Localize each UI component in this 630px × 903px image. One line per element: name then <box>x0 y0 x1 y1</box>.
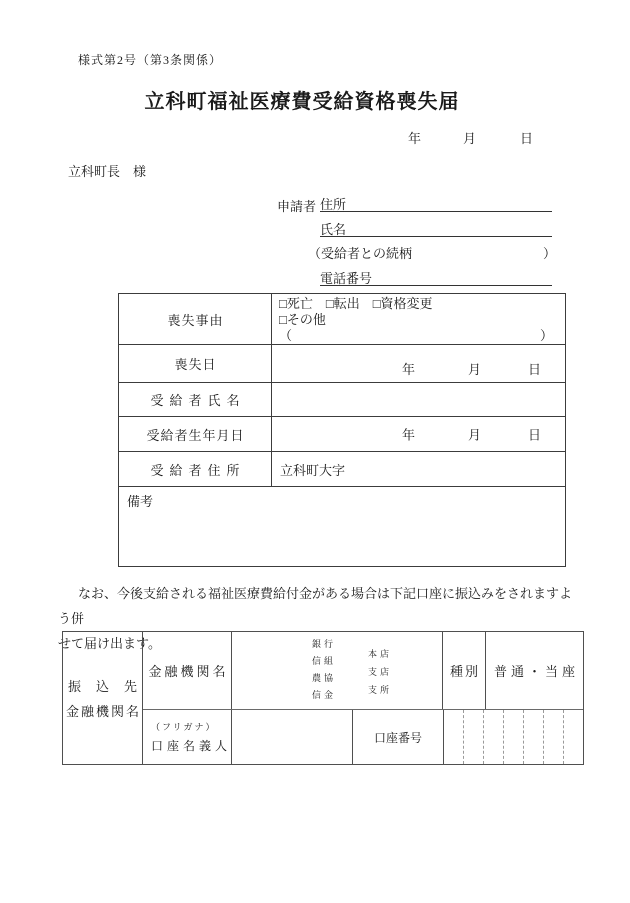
applicant-relation-close-paren: ） <box>542 246 556 261</box>
branch-type-honten: 本店 <box>368 649 393 659</box>
loss-date-label-cell: 喪失日 <box>119 345 272 382</box>
account-number-entry-cell <box>444 710 583 764</box>
account-number-digit-cell <box>483 710 503 764</box>
institution-name-label-cell: 金融機関名 <box>143 632 232 709</box>
account-number-digit-cell <box>503 710 523 764</box>
applicant-label: 申請者 <box>277 199 317 214</box>
birthdate-month-label: 月 <box>468 427 482 443</box>
table-row-loss-reason <box>119 294 565 344</box>
institution-type-shinso: 信組 <box>312 656 337 666</box>
loss-date-year-label: 年 <box>402 362 416 377</box>
bank-table-row-account <box>143 710 583 764</box>
form-number: 様式第2号（第3条関係） <box>78 53 223 67</box>
account-type-label-cell: 種別 <box>443 632 486 709</box>
loss-date-value-cell <box>272 345 565 382</box>
table-row-recipient-name <box>119 382 565 416</box>
page-title: 立科町福祉医療費受給資格喪失届 <box>144 91 460 113</box>
loss-reason-other-paren: （ ） <box>279 328 553 343</box>
institution-type-nokyo: 農協 <box>312 673 337 683</box>
account-holder-label-cell <box>143 710 232 764</box>
branch-type-shisho: 支所 <box>368 685 393 695</box>
applicant-name-label: 氏名 <box>320 222 347 237</box>
applicant-address-field <box>320 194 552 212</box>
loss-date-month-label: 月 <box>468 362 482 377</box>
account-type-options: 普通・当座 <box>493 664 579 679</box>
institution-type-bank: 銀行 <box>312 639 337 649</box>
furigana-label: （フリガナ） <box>151 722 217 732</box>
loss-detail-table <box>118 293 566 567</box>
account-number-digit-cell <box>563 710 583 764</box>
addressee: 立科町長 様 <box>68 164 147 179</box>
date-month-label: 月 <box>463 131 477 146</box>
recipient-name-label-cell: 受給者氏名 <box>119 383 272 416</box>
recipient-address-label-cell: 受給者住所 <box>119 452 272 486</box>
account-number-digit-cell <box>444 710 463 764</box>
loss-date-day-label: 日 <box>528 362 542 377</box>
account-number-digit-cell <box>523 710 543 764</box>
transfer-destination-label: 振込先 <box>68 679 153 694</box>
bank-table-body <box>143 632 583 764</box>
institution-name-entry-cell <box>232 632 443 709</box>
recipient-address-value: 立科町大字 <box>280 462 346 478</box>
table-row-recipient-address <box>119 451 565 486</box>
recipient-address-value-cell <box>272 452 565 486</box>
recipient-birthdate-label-cell: 受給者生年月日 <box>119 417 272 451</box>
transfer-note-line1: なお、今後支給される福祉医療費給付金がある場合は下記口座に振込みをされますよう併 <box>58 586 573 626</box>
applicant-relation-label: （受給者との続柄 <box>308 246 413 261</box>
applicant-name-field <box>320 219 552 237</box>
branch-type-shiten: 支店 <box>368 667 393 677</box>
account-number-digit-cell <box>463 710 483 764</box>
table-row-remarks <box>119 486 565 568</box>
table-row-loss-date <box>119 344 565 382</box>
recipient-birthdate-value-cell <box>272 417 565 451</box>
date-year-label: 年 <box>408 131 422 146</box>
remarks-cell <box>119 487 565 568</box>
applicant-phone-label: 電話番号 <box>320 271 373 286</box>
recipient-name-value-cell <box>272 383 565 416</box>
page-title-wrap <box>0 85 604 114</box>
account-holder-entry-cell <box>232 710 353 764</box>
institution-type-shinkin: 信金 <box>312 690 337 700</box>
bank-transfer-table <box>62 631 584 765</box>
remarks-label: 備考 <box>127 494 154 509</box>
account-number-label-cell: 口座番号 <box>353 710 444 764</box>
transfer-note-line2: せて届け出ます。 <box>58 636 161 651</box>
bank-table-row-institution <box>143 632 583 710</box>
institution-type-options <box>312 636 336 704</box>
applicant-address-label: 住所 <box>320 197 347 212</box>
financial-institution-header-label: 金融機関名 <box>65 704 141 719</box>
account-number-digit-cell <box>543 710 563 764</box>
applicant-phone-field <box>320 268 552 286</box>
loss-reason-label-cell: 喪失事由 <box>119 294 272 344</box>
transfer-destination-header-cell <box>63 632 153 764</box>
applicant-relation-field <box>308 243 556 262</box>
account-holder-label: 口座名義人 <box>151 739 232 753</box>
branch-type-options <box>368 645 392 699</box>
loss-reason-checkboxes: □死亡 □転出 □資格変更 <box>279 296 433 311</box>
loss-reason-other-checkbox: □その他 <box>279 312 326 327</box>
birthdate-year-label: 年 <box>402 427 416 443</box>
table-row-recipient-birthdate <box>119 416 565 451</box>
account-type-options-cell <box>486 632 583 709</box>
loss-reason-value-cell <box>272 294 565 344</box>
birthdate-day-label: 日 <box>528 427 542 443</box>
date-day-label: 日 <box>520 131 534 146</box>
